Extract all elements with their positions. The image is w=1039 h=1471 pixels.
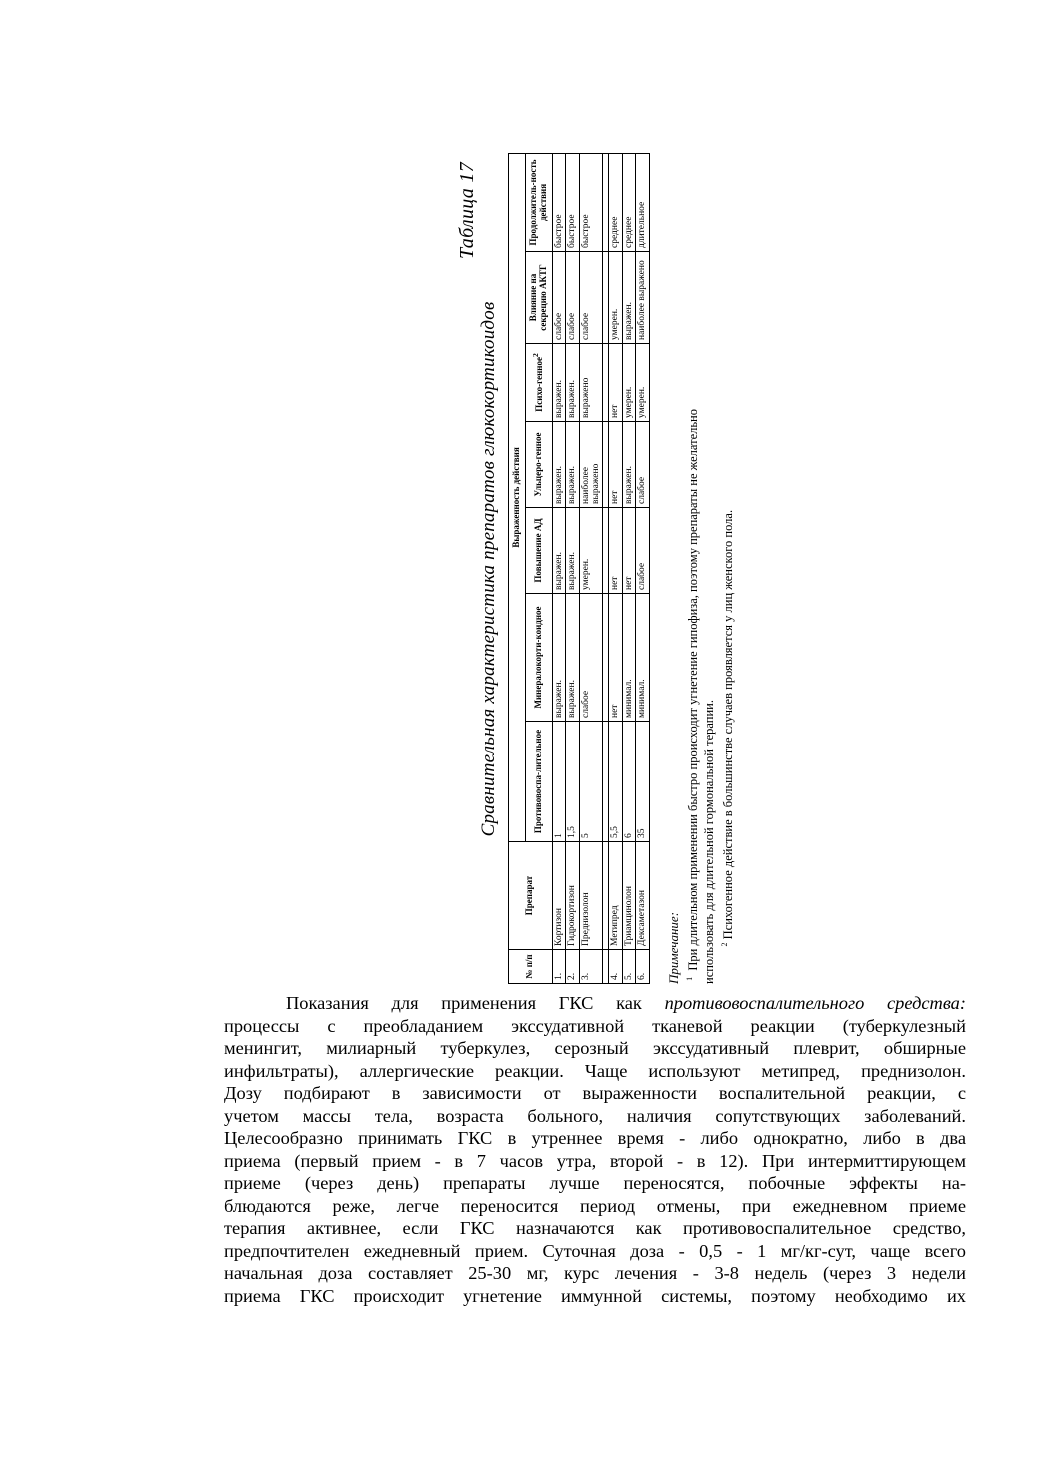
cell-bp: нет [609,508,622,594]
cell-psycho: выражен. [566,344,579,422]
note-1-line-1 [682,154,701,984]
cell-acth: слабое [552,252,565,344]
cell-num: 3. [579,950,603,984]
table-row [609,153,622,983]
table-notes [666,154,736,984]
cell-drug: Преднизолон [579,842,603,950]
cell-ulcer: нет [609,422,622,508]
cell-ulcer: выражен. [622,422,635,508]
table-row [622,153,635,983]
cell-acth: наиболее выражено [636,252,649,344]
notes-title: Примечание: [666,911,681,984]
header-mineralocorticoid: Минералокорти-коидное [525,594,552,722]
cell-bp: нет [622,508,635,594]
cell-ulcer: выражен. [566,422,579,508]
cell-mineralo: слабое [579,594,603,722]
cell-duration: быстрое [552,153,565,251]
table-row [552,153,565,983]
header-antiinflammatory: Противовоспа-лительное [525,722,552,842]
body-line: предпочтителен ежедневный прием. Суточная доза - 0,5 - 1 мг/кг-сут, чаще всего [224,1240,966,1261]
cell-num: 1. [552,950,565,984]
body-line: терапия активнее, если ГКС назначаются как противовоспалительное средство, [224,1218,966,1238]
body-p1-start: Показания для применения ГКС как [286,993,665,1013]
body-line: приема (первый прием - в 7 часов утра, второй - в 12). При интермиттирующем [224,1150,966,1171]
cell-ulcer: слабое [636,422,649,508]
cell-num: 2. [566,950,579,984]
cell-num: 4. [609,950,622,984]
body-p1-italic: противовоспалительного средства: [664,993,966,1013]
cell-psycho: умерен. [622,344,635,422]
cell-mineralo: минимал. [622,594,635,722]
table-title: Сравнительная характеристика препаратов глюкокортикоидов [478,301,499,837]
table-group-1 [552,153,603,983]
cell-antiinflam: 5,5 [609,722,622,842]
cell-mineralo: минимал. [636,594,649,722]
body-line: блюдаются реже, легче переносится период отмены, при ежедневном приеме [224,1195,966,1216]
table-row [579,153,603,983]
cell-bp: слабое [636,508,649,594]
header-ulcerogenic: Ульцеро-генное [525,422,552,508]
glucocorticoid-table [508,153,650,984]
table-group-2 [609,153,649,983]
cell-duration: среднее [609,153,622,251]
cell-ulcer: выражен. [552,422,565,508]
cell-duration: длительное [636,153,649,251]
header-drug: Препарат [509,842,553,950]
header-blood-pressure: Повышение АД [525,508,552,594]
header-psychogenic-label: Психо-генное [534,357,545,412]
note-2-text-1: Психогенное действие в большинстве случаев проявляется у лиц женского пола. [721,509,736,940]
cell-psycho: умерен. [636,344,649,422]
cell-drug: Триамцинолон [622,842,635,950]
header-duration: Продолжитель-ность действия [525,153,552,251]
body-line: приема ГКС происходит угнетение иммунной системы, поэтому необходимо их [224,1285,966,1306]
cell-antiinflam: 1,5 [566,722,579,842]
cell-acth: слабое [566,252,579,344]
header-psychogenic [525,344,552,422]
cell-mineralo: выражен. [566,594,579,722]
note-1-line-2: использовать для длительной гормональной терапии. [702,700,717,984]
cell-psycho: нет [609,344,622,422]
body-line: Целесообразно принимать ГКС в утреннее время - либо однократно, либо в два [224,1128,966,1148]
cell-bp: выражен. [552,508,565,594]
body-line: начальная доза составляет 25-30 мг, курс лечения - 3-8 недель (через 3 недели [224,1263,966,1283]
cell-antiinflam: 5 [579,722,603,842]
table-row [636,153,649,983]
cell-ulcer: наиболее выражено [579,422,603,508]
header-psychogenic-marker: 2 [531,353,541,358]
cell-antiinflam: 6 [622,722,635,842]
cell-antiinflam: 1 [552,722,565,842]
cell-psycho: выражен. [552,344,565,422]
cell-bp: выражен. [566,508,579,594]
body-line: процессы с преобладанием экссудативной тканевой реакции (туберкулезный [224,1015,966,1036]
cell-duration: быстрое [566,153,579,251]
cell-duration: среднее [622,153,635,251]
cell-drug: Кортизон [552,842,565,950]
note-2-marker: 2 [720,942,730,947]
header-acth: Влияние на секрецию АКТГ [525,252,552,344]
table-row [566,153,579,983]
note-1-text-1: При длительном применении быстро происходит угнетение гипофиза, поэтому препараты не желательно [686,409,701,971]
rotated-table-block [456,154,756,984]
header-group: Выраженность действия [509,153,526,841]
body-line: менингит, милиарный туберкулез, серозный экссудативный плеврит, обширные [224,1038,966,1058]
cell-num: 6. [636,950,649,984]
body-line: учетом массы тела, возраста больного, наличия сопутствующих заболеваний. [224,1105,966,1126]
cell-drug: Метипред [609,842,622,950]
cell-acth: выражен. [622,252,635,344]
body-lines [224,1015,966,1308]
note-1-marker: 1 [685,976,694,981]
cell-acth: слабое [579,252,603,344]
cell-mineralo: выражен. [552,594,565,722]
cell-psycho: выражено [579,344,603,422]
cell-drug: Гидрокортизон [566,842,579,950]
cell-drug: Дексаметазон [636,842,649,950]
body-line: приеме (через день) препараты лучше переносятся, побочные эффекты на- [224,1173,966,1193]
cell-bp: умерен. [579,508,603,594]
table-number-label: Таблица 17 [456,162,478,259]
header-num: № п/п [509,950,553,984]
body-line: инфильтраты), аллергические реакции. Чаще используют метипред, преднизолон. [224,1060,966,1081]
body-line: Дозу подбирают в зависимости от выраженности воспалительной реакции, с [224,1083,966,1103]
cell-mineralo: нет [609,594,622,722]
cell-duration: быстрое [579,153,603,251]
cell-antiinflam: 35 [636,722,649,842]
body-text [224,992,966,1307]
cell-acth: умерен. [609,252,622,344]
note-2-line-1 [717,154,736,984]
body-line-first [224,992,966,1015]
cell-num: 5. [622,950,635,984]
